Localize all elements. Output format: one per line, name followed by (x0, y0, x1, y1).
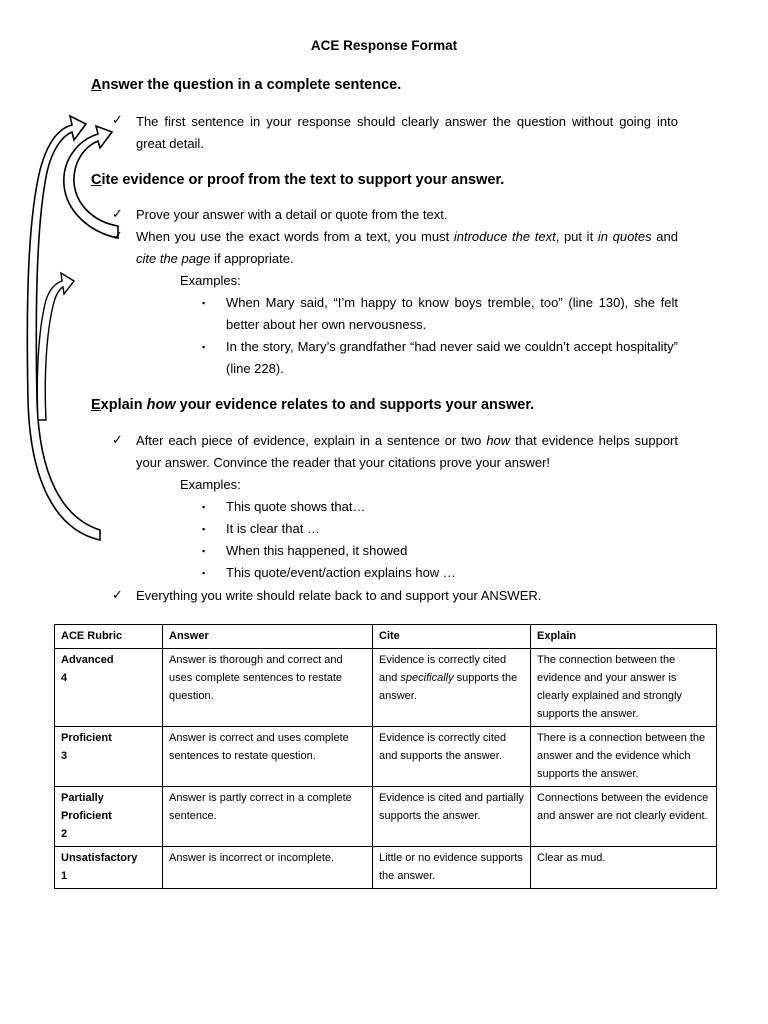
cite-cell: Little or no evidence supports the answer. (373, 847, 531, 889)
square-bullet-icon: ▪ (202, 568, 206, 578)
check-icon: ✓ (112, 432, 123, 447)
examples-label: Examples: (180, 273, 241, 288)
cite-example-1: When Mary said, “I’m happy to know boys tremble, too” (line 130), she felt better about her own nervousness. (226, 295, 678, 332)
check-icon: ✓ (112, 112, 123, 127)
heading-explain-text: xplain (100, 397, 147, 413)
table-row (55, 787, 717, 847)
explain-example-4: This quote/event/action explains how … (226, 565, 456, 580)
cite-bullet-1: Prove your answer with a detail or quote from the text. (136, 207, 448, 222)
header-cell: Explain (531, 625, 717, 649)
answer-cell: Answer is incorrect or incomplete. (163, 847, 373, 889)
cite-bullet-2-emphasis: introduce the text (453, 229, 556, 244)
explain-bullet-1-text: After each piece of evidence, explain in a sentence or two (136, 433, 487, 448)
cite-bullet-2-text: if appropriate. (210, 251, 294, 266)
heading-answer-text: nswer the question in a complete sentence. (101, 77, 402, 93)
examples-label: Examples: (180, 477, 241, 492)
explain-cell: Connections between the evidence and answer are not clearly evident. (531, 787, 717, 847)
heading-cite-initial: C (91, 172, 102, 188)
level-name: Partially Proficient (61, 792, 112, 822)
level-cell (55, 649, 163, 727)
square-bullet-icon: ▪ (202, 546, 206, 556)
square-bullet-icon: ▪ (202, 524, 206, 534)
table-row (55, 847, 717, 889)
cite-text: supports the answer. (379, 672, 518, 702)
cite-emphasis: specifically (400, 672, 454, 684)
cite-bullet-2-text: and (651, 229, 679, 244)
header-cell: Cite (373, 625, 531, 649)
cite-bullet-2-emphasis: cite the page (136, 251, 211, 266)
heading-explain (91, 397, 534, 413)
square-bullet-icon: ▪ (202, 502, 206, 512)
cite-cell (373, 649, 531, 727)
level-name: Unsatisfactory (61, 852, 138, 864)
heading-explain-emphasis: how (146, 397, 176, 413)
heading-answer-initial: A (91, 77, 102, 93)
cite-bullet-2-text: , put it (555, 229, 598, 244)
page-title: ACE Response Format (310, 38, 458, 53)
cite-bullet-2-text: When you use the exact words from a text, you must (136, 229, 454, 244)
square-bullet-icon: ▪ (202, 298, 206, 308)
cite-text: Evidence is correctly cited and (379, 654, 507, 684)
level-cell (55, 787, 163, 847)
level-cell (55, 847, 163, 889)
level-name: Advanced (61, 654, 114, 666)
level-name: Proficient (61, 732, 112, 744)
answer-cell: Answer is partly correct in a complete sentence. (163, 787, 373, 847)
level-score: 3 (61, 750, 68, 762)
heading-cite-text: ite evidence or proof from the text to support your answer. (101, 172, 505, 188)
cite-cell: Evidence is cited and partially supports the answer. (373, 787, 531, 847)
ace-rubric-table (54, 624, 717, 889)
level-cell (55, 727, 163, 787)
check-icon: ✓ (112, 228, 123, 243)
heading-explain-text: your evidence relates to and supports your answer. (175, 397, 535, 413)
cite-example-2: In the story, Mary’s grandfather “had never said we couldn’t accept hospitality” (line 228). (226, 339, 678, 376)
heading-explain-initial: E (91, 397, 101, 413)
explain-example-3: When this happened, it showed (226, 543, 408, 558)
answer-cell: Answer is correct and uses complete sentences to restate question. (163, 727, 373, 787)
explain-bullet-1 (136, 430, 678, 474)
check-icon: ✓ (112, 587, 123, 602)
cite-bullet-2-emphasis: in quotes (597, 229, 652, 244)
explain-bullet-1-emphasis: how (486, 433, 511, 448)
level-score: 2 (61, 828, 68, 840)
square-bullet-icon: ▪ (202, 342, 206, 352)
heading-cite (91, 172, 504, 188)
explain-cell: There is a connection between the answer and the evidence which supports the answer. (531, 727, 717, 787)
level-score: 1 (61, 870, 68, 882)
answer-cell: Answer is thorough and correct and uses complete sentences to restate question. (163, 649, 373, 727)
header-cell: Answer (163, 625, 373, 649)
answer-bullet-1: The first sentence in your response should clearly answer the question without going into great detail. (136, 114, 678, 151)
explain-example-2: It is clear that … (226, 521, 320, 536)
level-score: 4 (61, 672, 68, 684)
explain-example-1: This quote shows that… (226, 499, 366, 514)
cite-bullet-2 (136, 226, 678, 270)
header-cell: ACE Rubric (55, 625, 163, 649)
explain-cell: The connection between the evidence and your answer is clearly explained and strongly supports the answer. (531, 649, 717, 727)
cite-cell: Evidence is correctly cited and supports the answer. (373, 727, 531, 787)
check-icon: ✓ (112, 206, 123, 221)
heading-answer (91, 77, 401, 93)
lower-curve-arrow-icon (37, 273, 74, 420)
table-row (55, 727, 717, 787)
explain-bullet-1-text: that evidence helps support your answer. Convince the reader that your citations prove your answer! (136, 433, 678, 470)
table-header-row (55, 625, 717, 649)
explain-cell: Clear as mud. (531, 847, 717, 889)
table-row (55, 649, 717, 727)
final-bullet: Everything you write should relate back to and support your ANSWER. (136, 588, 542, 603)
